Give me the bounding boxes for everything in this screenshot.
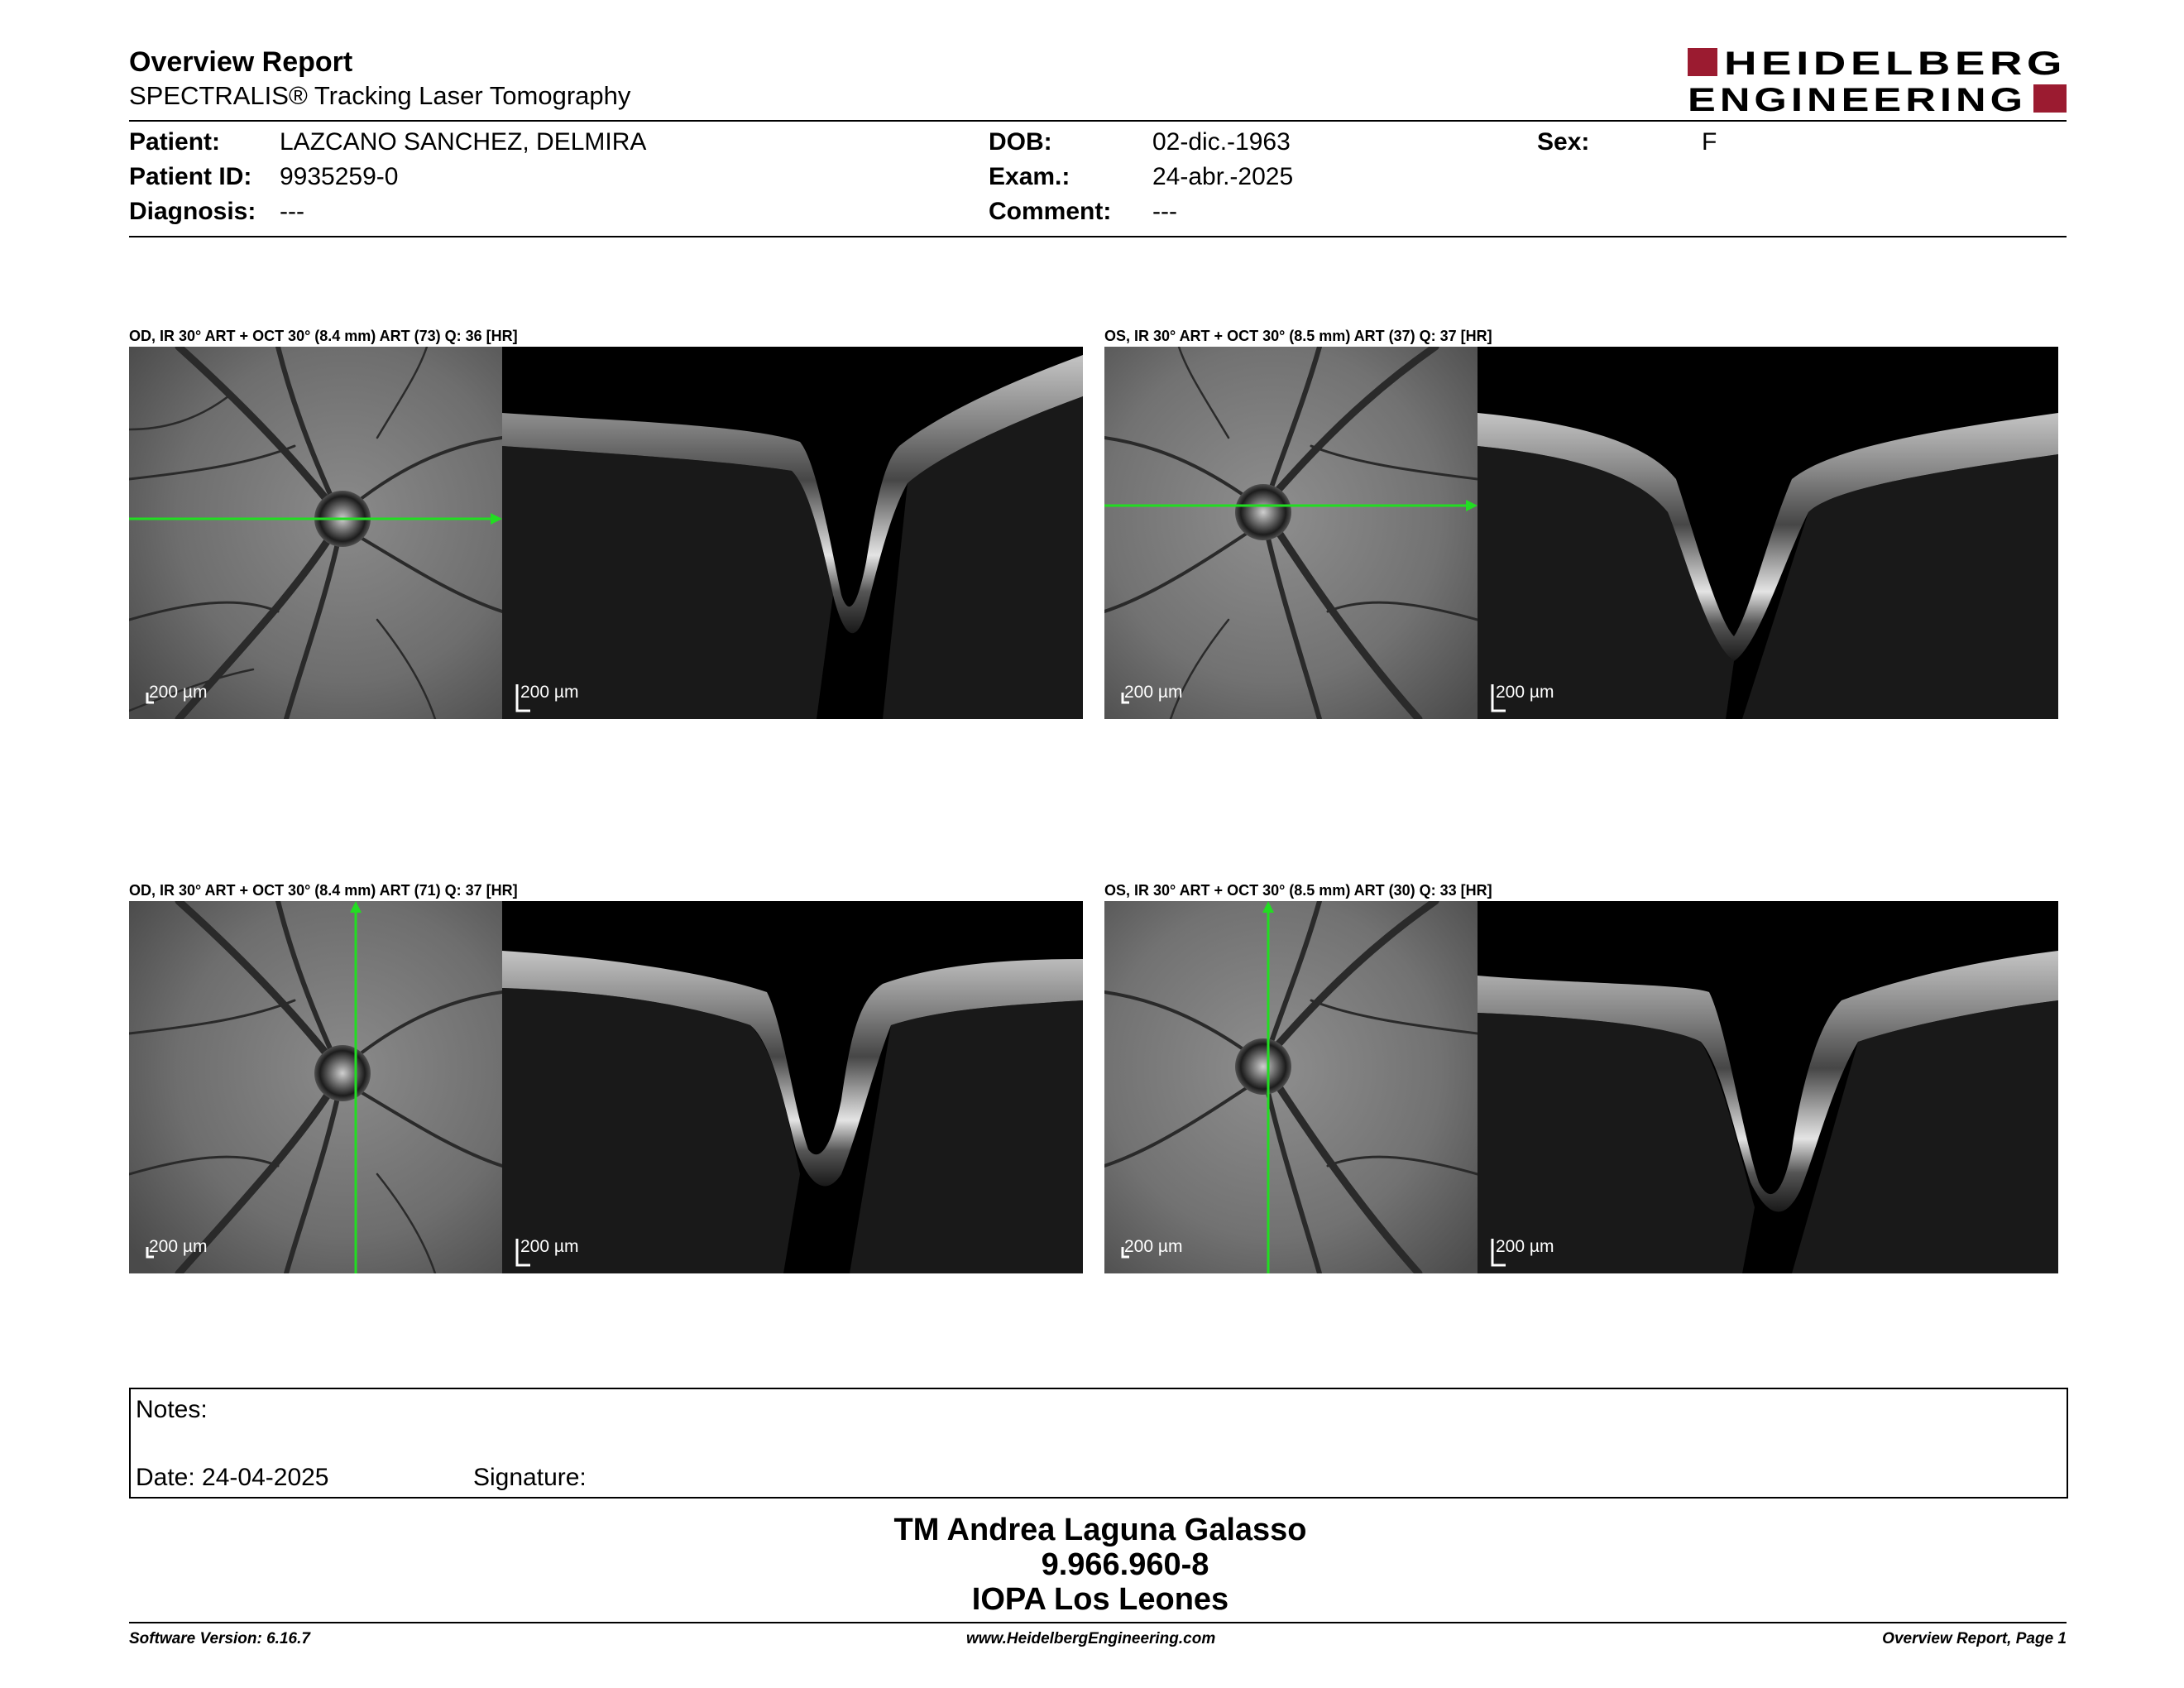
oct-scale-label: 200 µm [520,1237,579,1256]
fundus-scale-label: 200 µm [1124,683,1183,702]
oct-bscan-os-horizontal [1478,347,2058,719]
sex-label: Sex: [1537,128,1590,156]
exam-label: Exam.: [989,163,1070,190]
signer-name: TM Andrea Laguna Galasso [893,1513,1307,1547]
comment-value: --- [1152,198,1177,225]
oct-bscan-od-vertical [502,901,1083,1273]
fundus-image-os-vertical [1104,901,1478,1273]
fundus-image-od-vertical [129,901,502,1273]
signer-id: 9.966.960-8 [1041,1547,1209,1582]
scan-caption-od-vertical: OD, IR 30° ART + OCT 30° (8.4 mm) ART (71) Q: 37 [HR] [129,882,518,899]
oct-scale-label: 200 µm [1496,683,1554,702]
software-version: Software Version: 6.16.7 [129,1630,310,1647]
notes-box [129,1388,2068,1499]
scan-caption-os-horizontal: OS, IR 30° ART + OCT 30° (8.5 mm) ART (37) Q: 37 [HR] [1104,328,1492,344]
header-divider [129,120,2067,122]
comment-label: Comment: [989,198,1112,225]
scan-caption-od-horizontal: OD, IR 30° ART + OCT 30° (8.4 mm) ART (73) Q: 36 [HR] [129,328,518,344]
oct-bscan-os-vertical [1478,901,2058,1273]
oct-scale-label: 200 µm [520,683,579,702]
footer-divider [129,1622,2067,1623]
fundus-scale-label: 200 µm [1124,1237,1183,1256]
fundus-scale-label: 200 µm [149,1237,208,1256]
patient-id-label: Patient ID: [129,163,252,190]
notes-date: Date: 24-04-2025 [136,1464,329,1491]
patient-label: Patient: [129,128,221,156]
oct-bscan-od-horizontal [502,347,1083,719]
report-subtitle: SPECTRALIS® Tracking Laser Tomography [129,81,631,110]
patient-id: 9935259-0 [280,163,399,190]
fundus-image-os-horizontal [1104,347,1478,719]
fundus-image-od-horizontal [129,347,502,719]
heidelberg-logo [1688,46,2068,114]
sex-value: F [1702,128,1717,156]
scan-caption-os-vertical: OS, IR 30° ART + OCT 30° (8.5 mm) ART (30) Q: 33 [HR] [1104,882,1492,899]
diagnosis-value: --- [280,198,304,225]
dob-value: 02-dic.-1963 [1152,128,1291,156]
fundus-scale-label: 200 µm [149,683,208,702]
notes-label: Notes: [136,1396,208,1423]
page-number: Overview Report, Page 1 [1882,1630,2067,1647]
dob-label: DOB: [989,128,1052,156]
website-link[interactable]: www.HeidelbergEngineering.com [966,1630,1216,1647]
diagnosis-label: Diagnosis: [129,198,256,225]
patient-name: LAZCANO SANCHEZ, DELMIRA [280,128,647,156]
report-title: Overview Report [129,46,353,78]
oct-scale-label: 200 µm [1496,1237,1554,1256]
patient-divider [129,236,2067,237]
signer-institution: IOPA Los Leones [971,1582,1229,1617]
exam-value: 24-abr.-2025 [1152,163,1294,190]
signature-label: Signature: [473,1464,587,1491]
svg-text:HEIDELBERG: HEIDELBERG [1724,46,2067,82]
svg-text:ENGINEERING: ENGINEERING [1688,82,2027,114]
